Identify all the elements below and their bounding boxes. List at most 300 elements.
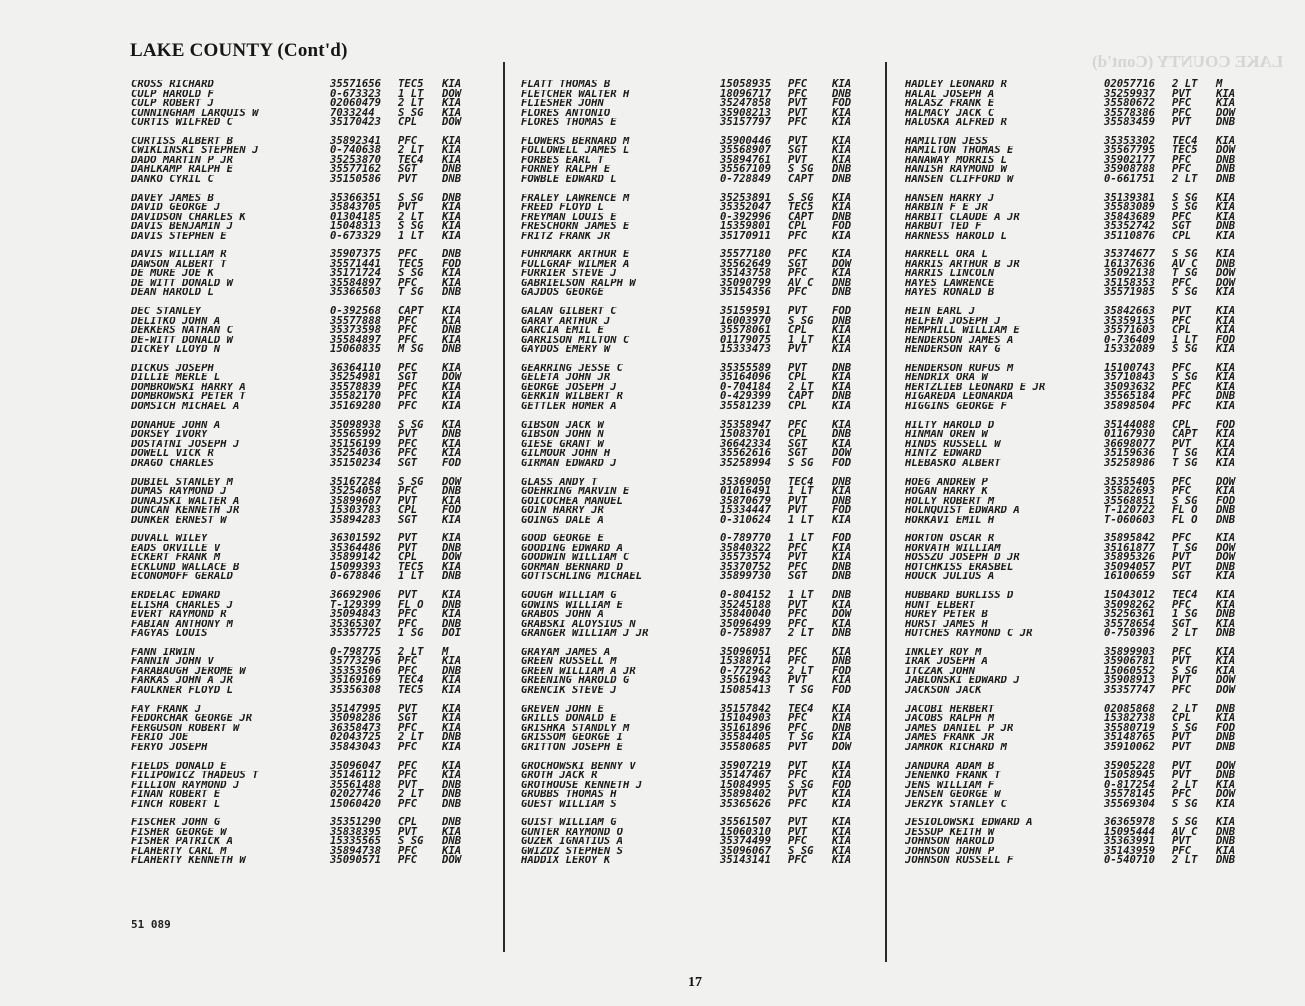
soldier-name: GIBSON JOHN N — [521, 430, 604, 440]
serial-number: 35369050 — [720, 475, 772, 488]
status: KIA — [442, 608, 462, 621]
soldier-name: FLAHERTY KENNETH W — [131, 856, 246, 866]
status: DNB — [442, 541, 462, 554]
status: DNB — [442, 428, 462, 441]
soldier-name: GOWINS WILLIAM E — [521, 600, 624, 611]
soldier-name: CWIKLINSKI STEPHEN J — [131, 146, 259, 156]
soldier-name: DICKEY LLOYD N — [131, 345, 221, 355]
soldier-name: HIGGINS GEORGE F — [905, 401, 1008, 412]
rank: PFC — [398, 399, 418, 412]
soldier-name: CULP HAROLD F — [131, 89, 214, 99]
rank: 2 LT — [398, 645, 424, 658]
rank: PFC — [788, 87, 808, 100]
soldier-name: HOTCHKISS ERASBEL — [905, 562, 1014, 573]
status: DOW — [442, 854, 462, 867]
serial-number: 16137636 — [1104, 257, 1156, 270]
roster-row — [521, 229, 868, 242]
rank: PVT — [398, 201, 418, 214]
soldier-name: HALAL JOSEPH A — [905, 89, 995, 99]
rank: PFC — [1172, 645, 1192, 658]
soldier-name: FULLGRAF WILMER A — [521, 259, 630, 270]
serial-number: 35256361 — [1104, 608, 1156, 621]
serial-number: 35577888 — [330, 314, 382, 327]
status: DNB — [1216, 835, 1236, 848]
rank: PFC — [788, 78, 808, 90]
serial-number: 35908913 — [1104, 674, 1156, 687]
serial-number: 35245188 — [720, 598, 772, 611]
soldier-name: GRILLS DONALD E — [521, 714, 617, 724]
serial-number: 35365307 — [330, 617, 382, 630]
serial-number: 35842663 — [1104, 305, 1156, 318]
status: FOD — [442, 504, 462, 517]
serial-number: 35571441 — [330, 257, 382, 270]
serial-number: 35578061 — [720, 324, 772, 337]
status: KIA — [442, 106, 462, 119]
serial-number: 15048313 — [330, 220, 382, 233]
rank: PFC — [788, 617, 808, 630]
serial-number: 0-673323 — [330, 87, 382, 100]
status: KIA — [442, 560, 462, 573]
roster-row — [521, 541, 868, 554]
serial-number: 01016491 — [720, 485, 772, 498]
roster-row — [905, 591, 1252, 601]
rank: PVT — [1172, 740, 1192, 753]
roster-row — [905, 373, 1252, 383]
roster-row — [905, 326, 1252, 336]
soldier-name: HLEBASKO ALBERT — [905, 458, 1001, 469]
status: KIA — [832, 513, 852, 526]
serial-number: 35254036 — [330, 447, 382, 460]
rank: PVT — [788, 361, 808, 374]
rank: FL O — [398, 598, 424, 611]
status: DNB — [442, 191, 462, 204]
roster-row — [131, 314, 478, 327]
soldier-name: HADDIX LEROY K — [521, 856, 611, 866]
soldier-name: ECKLUND WALLACE B — [131, 562, 240, 573]
roster-row — [521, 676, 868, 686]
rank: PFC — [788, 116, 808, 128]
status: KIA — [832, 541, 852, 554]
status: DOW — [442, 87, 462, 100]
roster-row — [131, 288, 478, 298]
roster-row — [131, 572, 478, 582]
roster-row — [905, 572, 1252, 582]
roster-group — [131, 702, 478, 753]
status: KIA — [832, 712, 852, 725]
roster-row — [521, 210, 868, 223]
serial-number: 0-429399 — [720, 390, 772, 403]
rank: PFC — [788, 797, 808, 810]
serial-number: 35899730 — [720, 570, 772, 583]
status: KIA — [442, 683, 462, 696]
status: KIA — [832, 333, 852, 346]
rank: PVT — [1172, 305, 1192, 318]
serial-number: 35584897 — [330, 333, 382, 346]
status: KIA — [832, 702, 852, 715]
roster-row — [905, 629, 1252, 639]
status: KIA — [1216, 645, 1236, 658]
soldier-name: CUNNINGHAM LARQUIS W — [131, 108, 259, 118]
status: KIA — [1216, 191, 1236, 204]
roster-row — [905, 506, 1252, 516]
roster-row — [521, 553, 868, 563]
status: KIA — [1216, 361, 1236, 374]
soldier-name: INKLEY ROY M — [905, 647, 982, 658]
status: KIA — [442, 589, 462, 602]
serial-number: 0-392568 — [330, 305, 382, 318]
roster-row — [905, 172, 1252, 185]
status: DNB — [442, 343, 462, 356]
serial-number: 35843043 — [330, 740, 382, 753]
serial-number: 35143959 — [1104, 844, 1156, 857]
soldier-name: DE MURE JOE K — [131, 269, 214, 279]
rank: SGT — [788, 570, 808, 583]
roster-row — [521, 276, 868, 289]
roster-row — [905, 683, 1252, 696]
status: DNB — [1216, 172, 1236, 185]
status: DOW — [442, 551, 462, 564]
serial-number: 35096051 — [720, 645, 772, 658]
serial-number: 35894761 — [720, 153, 772, 166]
serial-number: 35578145 — [1104, 788, 1156, 801]
serial-number: 35159636 — [1104, 447, 1156, 460]
rank: CPL — [1172, 229, 1192, 242]
status: FOD — [832, 664, 852, 677]
roster-row — [131, 269, 478, 279]
soldier-name: HANISH RAYMOND W — [905, 165, 1008, 175]
serial-number: T-060603 — [1104, 513, 1156, 526]
soldier-name: DELITKO JOHN A — [131, 316, 221, 327]
rank: S SG — [398, 267, 424, 280]
rank: PFC — [398, 333, 418, 346]
serial-number: 35843705 — [330, 201, 382, 214]
soldier-name: GOINGS DALE A — [521, 515, 604, 526]
status: DNB — [832, 87, 852, 100]
roster-row — [131, 629, 478, 639]
roster-row — [131, 645, 478, 658]
rank: 1 LT — [1172, 333, 1198, 346]
roster-row — [131, 210, 478, 223]
status: KIA — [832, 343, 852, 356]
status: KIA — [1216, 201, 1236, 214]
status: FOD — [1216, 418, 1236, 431]
status: KIA — [442, 134, 462, 147]
soldier-name: GUNTER RAYMOND O — [521, 827, 624, 838]
serial-number: 35167284 — [330, 475, 382, 488]
rank: 1 SG — [398, 627, 424, 640]
soldier-name: DOWELL VICK R — [131, 449, 214, 459]
rank: PFC — [1172, 683, 1192, 696]
serial-number: 35143141 — [720, 854, 772, 867]
rank: TEC5 — [398, 257, 424, 270]
status: KIA — [1216, 248, 1236, 261]
rank: S SG — [1172, 248, 1198, 261]
roster-row — [905, 856, 1252, 866]
status: DNB — [442, 797, 462, 810]
serial-number: 35580685 — [720, 740, 772, 753]
rank: PFC — [1172, 844, 1192, 857]
serial-number: T-120722 — [1104, 504, 1156, 517]
soldier-name: JOHNSON JOHN P — [905, 846, 995, 857]
serial-number: 35571985 — [1104, 286, 1156, 299]
rank: CPL — [788, 220, 808, 233]
rank: 1 LT — [788, 513, 814, 526]
status: DOW — [1216, 144, 1236, 157]
serial-number: 35096047 — [330, 759, 382, 772]
roster-group — [905, 645, 1252, 696]
soldier-name: FRITZ FRANK JR — [521, 231, 611, 242]
serial-number: 0-540710 — [1104, 854, 1156, 867]
serial-number: 35164096 — [720, 371, 772, 384]
roster-group — [521, 80, 868, 128]
rank: 2 LT — [1172, 854, 1198, 867]
rank: SGT — [788, 437, 808, 450]
roster-row — [905, 222, 1252, 232]
roster-row — [905, 714, 1252, 724]
soldier-name: HAYES LAWRENCE — [905, 278, 995, 289]
status: DNB — [832, 314, 852, 327]
roster-row — [131, 837, 478, 847]
serial-number: 15083701 — [720, 428, 772, 441]
soldier-name: JACOBS RALPH M — [905, 714, 995, 724]
soldier-name: GOICOCHEA MANUEL — [521, 496, 624, 507]
serial-number: 35254981 — [330, 371, 382, 384]
column-divider — [503, 62, 505, 952]
roster-row — [521, 534, 868, 544]
serial-number: 0-789770 — [720, 532, 772, 545]
soldier-name: DOMBROWSKI PETER T — [131, 392, 246, 402]
soldier-name: DUBIEL STANLEY M — [131, 477, 234, 488]
status: KIA — [442, 97, 462, 109]
soldier-name: GIESE GRANT W — [521, 439, 604, 450]
roster-row — [521, 657, 868, 667]
status: KIA — [1216, 598, 1236, 611]
serial-number: 35148765 — [1104, 731, 1156, 744]
soldier-name: JAMES FRANK JR — [905, 733, 995, 743]
soldier-name: FLOWERS BERNARD M — [521, 136, 630, 147]
roster-row — [521, 610, 868, 620]
roster-row — [521, 771, 868, 781]
roster-row — [521, 844, 868, 857]
serial-number: 35352047 — [720, 201, 772, 214]
roster-row — [521, 506, 868, 516]
rank: 2 LT — [1172, 702, 1198, 715]
rank: 2 LT — [788, 380, 814, 393]
serial-number: 36365978 — [1104, 816, 1156, 829]
status: KIA — [442, 494, 462, 507]
rank: S SG — [398, 106, 424, 119]
status: DNB — [1216, 608, 1236, 621]
serial-number: 0-758987 — [720, 627, 772, 640]
roster-row — [521, 759, 868, 772]
soldier-name: HAMILTON JESS — [905, 136, 988, 147]
soldier-name: FEDORCHAK GEORGE JR — [131, 714, 253, 724]
soldier-name: DADO MARTIN P JR — [131, 155, 234, 166]
rank: PVT — [788, 598, 808, 611]
soldier-name: HINDS RUSSELL W — [905, 439, 1001, 450]
roster-group — [521, 475, 868, 526]
roster-row — [521, 475, 868, 488]
roster-group — [905, 759, 1252, 810]
soldier-name: HOUCK JULIUS A — [905, 572, 995, 582]
status: DNB — [832, 361, 852, 374]
serial-number: 35561507 — [720, 816, 772, 829]
roster-row — [905, 392, 1252, 402]
status: DNB — [1216, 390, 1236, 403]
status: KIA — [442, 361, 462, 374]
roster-group — [905, 191, 1252, 242]
roster-row — [131, 475, 478, 488]
roster-row — [905, 437, 1252, 450]
soldier-name: GOUGH WILLIAM G — [521, 591, 617, 601]
rank: PVT — [398, 494, 418, 507]
serial-number: 0-772962 — [720, 664, 772, 677]
soldier-name: FREED FLOYD L — [521, 203, 604, 213]
rank: SGT — [398, 513, 418, 526]
serial-number: 15058935 — [720, 78, 772, 90]
soldier-name: FINAN ROBERT E — [131, 790, 221, 800]
soldier-name: FAY FRANK J — [131, 704, 202, 715]
rank: PVT — [788, 153, 808, 166]
status: KIA — [832, 551, 852, 564]
roster-row — [131, 844, 478, 857]
status: DNB — [1216, 504, 1236, 517]
serial-number: 36364110 — [330, 361, 382, 374]
serial-number: 15100743 — [1104, 361, 1156, 374]
serial-number: 15388714 — [720, 655, 772, 668]
serial-number: 35906781 — [1104, 655, 1156, 668]
status: KIA — [832, 191, 852, 204]
roster-row — [131, 797, 478, 810]
roster-row — [905, 430, 1252, 440]
serial-number: 35364486 — [330, 541, 382, 554]
roster-row — [131, 721, 478, 734]
soldier-name: GERKIN WILBERT R — [521, 392, 624, 402]
soldier-name: JAMROK RICHARD M — [905, 742, 1008, 753]
rank: PVT — [398, 825, 418, 838]
roster-row — [905, 771, 1252, 781]
status: DOW — [1216, 759, 1236, 772]
soldier-name: ELISHA CHARLES J — [131, 600, 234, 611]
soldier-name: CURTIS WILFRED C — [131, 118, 234, 128]
soldier-name: FLIESHER JOHN — [521, 99, 604, 109]
soldier-name: CURTISS ALBERT B — [131, 136, 234, 147]
roster-row — [905, 759, 1252, 772]
rank: PFC — [398, 854, 418, 867]
soldier-name: GABRIELSON RALPH W — [521, 278, 636, 289]
serial-number: 35363991 — [1104, 835, 1156, 848]
soldier-name: JOHNSON HAROLD — [905, 837, 995, 847]
soldier-name: FREYMAN LOUIS E — [521, 212, 617, 223]
rank: PVT — [1172, 116, 1192, 128]
rank: PVT — [398, 172, 418, 185]
roster-row — [131, 487, 478, 497]
status: KIA — [1216, 324, 1236, 337]
serial-number: 35894283 — [330, 513, 382, 526]
roster-row — [131, 153, 478, 166]
serial-number: 35582170 — [330, 390, 382, 403]
soldier-name: CROSS RICHARD — [131, 80, 214, 90]
roster-row — [905, 333, 1252, 346]
status: FOD — [832, 778, 852, 791]
status: KIA — [442, 229, 462, 242]
roster-row — [521, 222, 868, 232]
serial-number: 35843689 — [1104, 210, 1156, 223]
rank: 2 LT — [398, 788, 424, 801]
status: DNB — [832, 570, 852, 583]
soldier-name: FOWBLE EDWARD L — [521, 174, 617, 185]
roster-row — [131, 591, 478, 601]
soldier-name: GRABSKI ALOYSIUS N — [521, 619, 636, 630]
status: DNB — [1216, 257, 1236, 270]
rank: T SG — [1172, 456, 1198, 469]
rank: PVT — [788, 740, 808, 753]
soldier-name: GILMOUR JOHN H — [521, 449, 611, 459]
rank: CPL — [398, 116, 418, 128]
soldier-name: GAJDOS GEORGE — [521, 288, 604, 298]
status: KIA — [832, 485, 852, 498]
rank: PFC — [398, 437, 418, 450]
serial-number: 35259937 — [1104, 87, 1156, 100]
rank: PVT — [788, 134, 808, 147]
soldier-name: FORNEY RALPH E — [521, 165, 611, 175]
soldier-name: JENENKO FRANK T — [905, 771, 1001, 781]
status: KIA — [442, 220, 462, 233]
soldier-name: GEORGE JOSEPH J — [521, 382, 617, 393]
serial-number: 35170911 — [720, 229, 772, 242]
roster-row — [131, 541, 478, 554]
status: DNB — [442, 788, 462, 801]
status: KIA — [832, 153, 852, 166]
rank: PVT — [398, 532, 418, 545]
roster-row — [521, 797, 868, 810]
serial-number: 35169280 — [330, 399, 382, 412]
rank: SGT — [788, 257, 808, 270]
roster-group — [521, 759, 868, 810]
serial-number: 35580672 — [1104, 97, 1156, 109]
soldier-name: GREEN RUSSELL M — [521, 657, 617, 667]
roster-row — [905, 87, 1252, 100]
roster-row — [131, 818, 478, 828]
rank: PFC — [1172, 390, 1192, 403]
roster-row — [521, 560, 868, 573]
serial-number: 7033244 — [330, 106, 375, 119]
serial-number: 35094843 — [330, 608, 382, 621]
soldier-name: FERYO JOSEPH — [131, 742, 208, 753]
roster-row — [521, 80, 868, 90]
soldier-name: HALMACY JACK C — [905, 108, 995, 118]
rank: PVT — [398, 428, 418, 441]
roster-group — [131, 759, 478, 810]
soldier-name: GALAN GILBERT C — [521, 307, 617, 317]
rank: S SG — [398, 475, 424, 488]
roster-group — [131, 191, 478, 242]
roster-row — [905, 844, 1252, 857]
soldier-name: GORMAN BERNARD D — [521, 562, 624, 573]
serial-number: 35090571 — [330, 854, 382, 867]
serial-number: 0-740638 — [330, 144, 382, 157]
serial-number: 35584897 — [330, 276, 382, 289]
roster-row — [905, 80, 1252, 90]
soldier-name: GREENING HAROLD G — [521, 676, 630, 686]
status: KIA — [442, 314, 462, 327]
soldier-name: HADLEY LEONARD R — [905, 80, 1008, 90]
rank: SGT — [788, 447, 808, 460]
serial-number: 35899903 — [1104, 645, 1156, 658]
soldier-name: GARRISON MILTON C — [521, 335, 630, 346]
rank: CAPT — [788, 210, 814, 223]
soldier-name: HOEG ANDREW P — [905, 477, 988, 488]
